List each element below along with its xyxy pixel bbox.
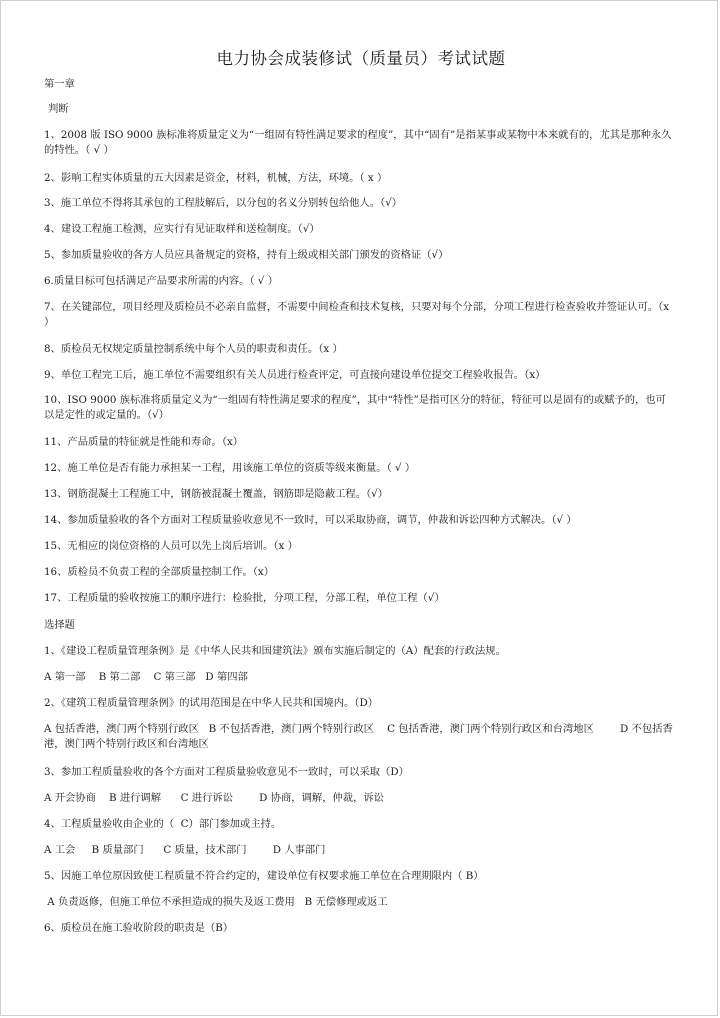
- choice-question: 4、工程质量验收由企业的（ C）部门参加或主持。: [44, 818, 282, 830]
- judge-item: 3、施工单位不得将其承包的工程肢解后，以分包的名义分别转包给他人。（√）: [44, 197, 403, 209]
- section-heading-judge: 判断: [48, 103, 69, 115]
- choice-question: 1、《建设工程质量管理条例》是《中华人民共和国建筑法》颁布实施后制定的（A）配套的行政法规。: [44, 645, 506, 657]
- judge-item: 1、2008 版 ISO 9000 族标准将质量定义为“一组固有特性满足要求的程度”，其中“固有”是指某事或某物中本来就有的，尤其是那种永久的特性。（ √ ）: [44, 129, 672, 156]
- choice-options: A 开会协商 B 进行调解 C 进行诉讼 D 协商，调解，仲裁，诉讼: [44, 792, 384, 804]
- judge-item: 17、工程质量的验收按施工的顺序进行：检验批，分项工程，分部工程，单位工程（√）: [44, 592, 445, 604]
- judge-item: 5、参加质量验收的各方人员应具备规定的资格，持有上级或相关部门颁发的资格证（√）: [44, 249, 449, 261]
- chapter-heading: 第一章: [44, 78, 75, 90]
- judge-item: 14、参加质量验收的各个方面对工程质量验收意见不一致时，可以采取协商，调节，仲裁和诉讼四种方式解决。（√ ）: [44, 514, 577, 526]
- judge-item: 15、无相应的岗位资格的人员可以先上岗后培训。（x ）: [44, 540, 298, 552]
- judge-item: 11、产品质量的特征就是性能和寿命。（x）: [44, 436, 244, 448]
- choice-question: 3、参加工程质量验收的各个方面对工程质量验收意见不一致时，可以采取（D）: [44, 766, 409, 778]
- judge-item: 16、质检员不负责工程的全部质量控制工作。（x）: [44, 566, 274, 578]
- judge-item: 6.质量目标可包括满足产品要求所需的内容。（ √ ）: [44, 275, 279, 287]
- judge-item: 13、钢筋混凝土工程施工中，钢筋被混凝土覆盖，钢筋即是隐蔽工程。（√）: [44, 488, 389, 500]
- section-heading-choice: 选择题: [44, 619, 75, 631]
- judge-item: 12、施工单位是否有能力承担某一工程，用该施工单位的资质等级来衡量。（ √ ）: [44, 462, 416, 474]
- choice-options: A 包括香港，澳门两个特别行政区 B 不包括香港，澳门两个特别行政区 C 包括香港，澳门两个特别行政区和台湾地区 D 不包括香港，澳门两个特别行政区和台湾地区: [44, 723, 673, 750]
- choice-question: 2、《建筑工程质量管理条例》的试用范围是在中华人民共和国境内。（D）: [44, 697, 379, 709]
- choice-question: 6、质检员在施工验收阶段的职责是（B）: [44, 922, 234, 934]
- page-title: 电力协会成装修试（质量员）考试试题: [216, 49, 506, 68]
- judge-item: 4、建设工程施工检测，应实行有见证取样和送检制度。（√）: [44, 223, 320, 235]
- judge-item: 2、影响工程实体质量的五大因素是资金，材料，机械，方法，环境。（ x ）: [44, 172, 388, 184]
- choice-options: A 工会 B 质量部门 C 质量，技术部门 D 人事部门: [44, 844, 326, 856]
- choice-options: A 负责返修，但施工单位不承担造成的损失及返工费用 B 无偿修理或返工: [44, 896, 388, 908]
- judge-item: 9、单位工程完工后，施工单位不需要组织有关人员进行检查评定，可直接向建设单位提交工程验收报告。（x）: [44, 369, 546, 381]
- choice-question: 5、因施工单位原因致使工程质量不符合约定的，建设单位有权要求施工单位在合理期限内（ B）: [44, 870, 484, 882]
- judge-item: 10、ISO 9000 族标准将质量定义为“一组固有特性满足要求的程度”，其中“特性”是指可区分的特征，特征可以是固有的或赋予的，也可以是定性的或定量的。（√）: [44, 394, 666, 421]
- judge-item: 7、在关键部位，项目经理及质检员不必亲自监督，不需要中间检查和技术复核，只要对每个分部，分项工程进行检查验收并签证认可。（x ）: [44, 301, 673, 328]
- judge-item: 8、质检员无权规定质量控制系统中每个人员的职责和责任。（x ）: [44, 343, 343, 355]
- choice-options: A 第一部 B 第二部 C 第三部 D 第四部: [44, 671, 248, 683]
